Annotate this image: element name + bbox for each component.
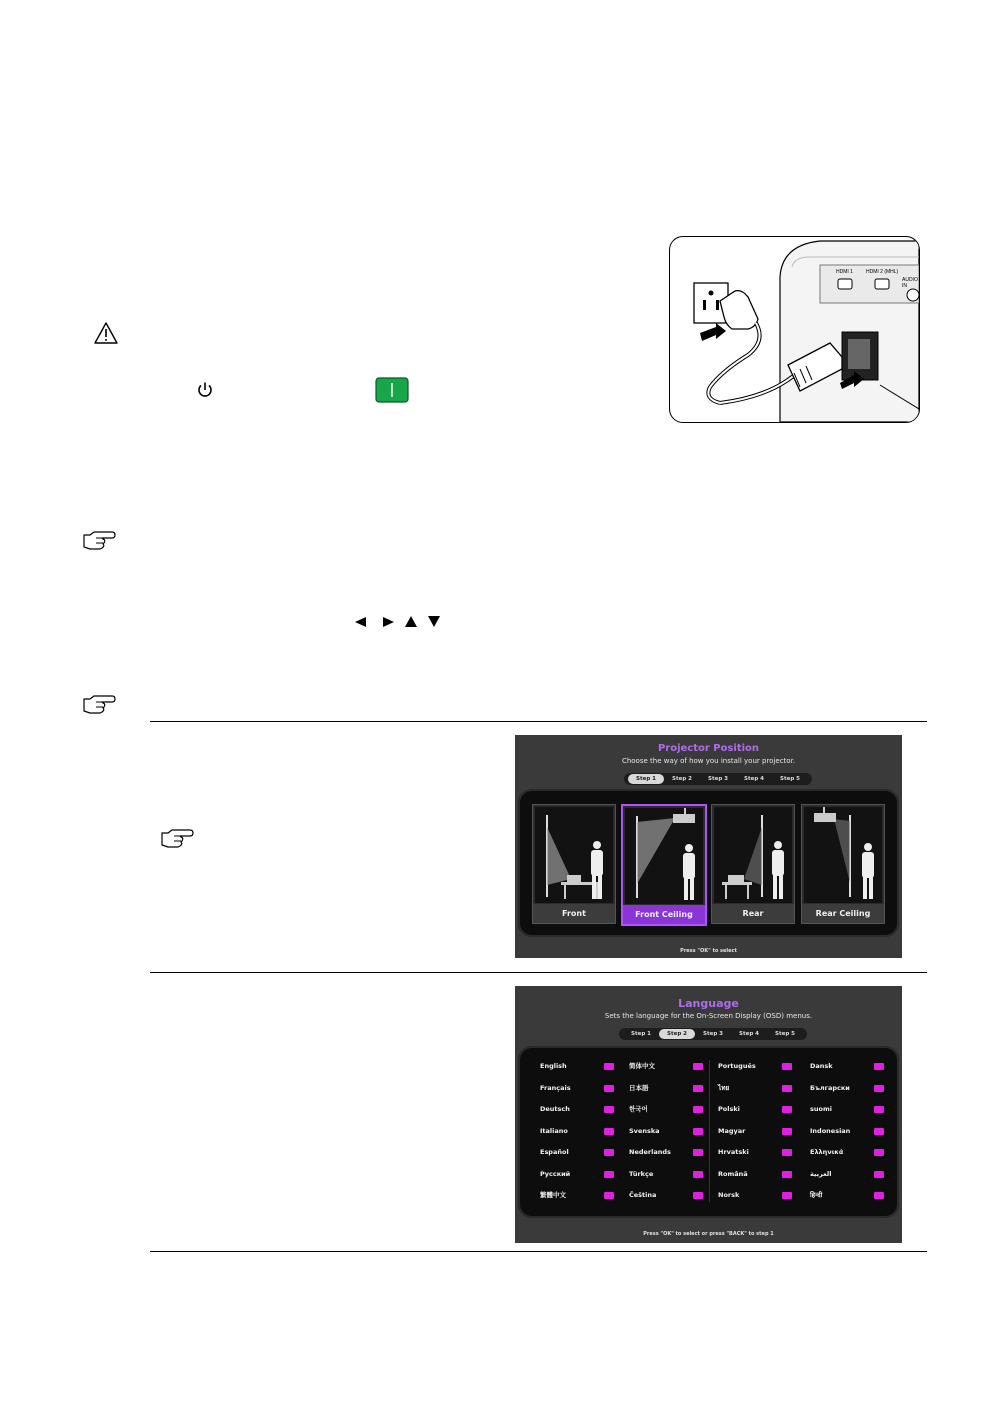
green-power-indicator-icon (375, 377, 409, 403)
step-indicator (619, 1028, 807, 1040)
pointing-hand-note-icon (82, 694, 116, 716)
left-arrow-icon (354, 616, 368, 628)
step-indicator (624, 773, 812, 785)
step-4: Step 4 (744, 776, 764, 782)
power-cord-illustration (669, 236, 920, 423)
language-option[interactable]: English (540, 1056, 629, 1078)
step-4: Step 4 (739, 1031, 759, 1037)
language-option[interactable]: Română (718, 1164, 810, 1186)
osd-title: Projector Position (657, 743, 760, 754)
projector-position-screen (515, 735, 902, 958)
position-option-front-ceiling[interactable] (621, 804, 707, 926)
language-option[interactable]: Italiano (540, 1121, 629, 1143)
power-icon (195, 380, 215, 400)
language-option[interactable]: Español (540, 1142, 629, 1164)
language-option[interactable]: Dansk (810, 1056, 899, 1078)
position-label-rear: Rear (712, 904, 794, 923)
up-arrow-icon (404, 615, 418, 628)
position-options-panel (518, 789, 899, 937)
osd-footer: Press "OK" to select (680, 948, 737, 954)
port-label-audio-in: AUDIO IN (902, 277, 918, 289)
position-label-front: Front (533, 904, 615, 923)
port-label-hdmi2: HDMI 2 (MHL) (866, 269, 899, 275)
language-option[interactable]: Hrvatski (718, 1142, 810, 1164)
position-label-rear-ceiling: Rear Ceiling (802, 904, 884, 923)
table-rule-top (150, 721, 927, 722)
language-option[interactable]: Ελληνικά (810, 1142, 899, 1164)
language-option[interactable]: Nederlands (629, 1142, 718, 1164)
step-1: Step 1 (628, 774, 664, 784)
step-2: Step 2 (672, 776, 692, 782)
osd-title: Language (678, 997, 739, 1010)
osd-subtitle: Sets the language for the On-Screen Display (OSD) menus. (604, 1012, 813, 1020)
language-option[interactable]: ไทย (718, 1078, 810, 1100)
language-screen (515, 986, 902, 1243)
language-options-panel (518, 1046, 899, 1218)
port-label-hdmi1: HDMI 1 (836, 269, 853, 275)
language-option[interactable]: Čeština (629, 1185, 718, 1207)
language-option[interactable]: 简体中文 (629, 1056, 718, 1078)
pointing-hand-note-icon (82, 530, 116, 552)
language-option[interactable]: suomi (810, 1099, 899, 1121)
position-label-front-ceiling: Front Ceiling (623, 905, 705, 924)
language-option[interactable]: Magyar (718, 1121, 810, 1143)
language-option[interactable]: Türkçe (629, 1164, 718, 1186)
osd-subtitle: Choose the way of how you install your projector. (621, 757, 796, 765)
step-3: Step 3 (708, 776, 728, 782)
position-option-rear[interactable] (711, 804, 795, 924)
warning-triangle-icon (93, 321, 119, 345)
language-grid (540, 1056, 899, 1207)
step-5: Step 5 (775, 1031, 795, 1037)
right-arrow-icon (381, 616, 395, 628)
language-option[interactable]: Svenska (629, 1121, 718, 1143)
pointing-hand-note-icon (160, 828, 194, 850)
position-option-rear-ceiling[interactable] (801, 804, 885, 924)
language-option[interactable]: 日本語 (629, 1078, 718, 1100)
language-option[interactable]: Polski (718, 1099, 810, 1121)
language-option[interactable]: Français (540, 1078, 629, 1100)
step-1: Step 1 (631, 1031, 651, 1037)
language-option[interactable]: Norsk (718, 1185, 810, 1207)
table-rule-middle (150, 972, 927, 973)
osd-footer: Press "OK" to select or press "BACK" to step 1 (643, 1231, 774, 1237)
step-2: Step 2 (659, 1029, 695, 1039)
language-option[interactable]: 한국어 (629, 1099, 718, 1121)
step-5: Step 5 (780, 776, 800, 782)
down-arrow-icon (427, 615, 441, 628)
language-option[interactable]: Български (810, 1078, 899, 1100)
language-option[interactable]: हिन्दी (810, 1185, 899, 1207)
step-3: Step 3 (703, 1031, 723, 1037)
language-option[interactable]: العربية (810, 1164, 899, 1186)
language-option[interactable]: Português (718, 1056, 810, 1078)
language-option[interactable]: 繁體中文 (540, 1185, 629, 1207)
language-option[interactable]: Indonesian (810, 1121, 899, 1143)
table-rule-bottom (150, 1251, 927, 1252)
position-option-front[interactable] (532, 804, 616, 924)
language-option[interactable]: Русский (540, 1164, 629, 1186)
language-option[interactable]: Deutsch (540, 1099, 629, 1121)
